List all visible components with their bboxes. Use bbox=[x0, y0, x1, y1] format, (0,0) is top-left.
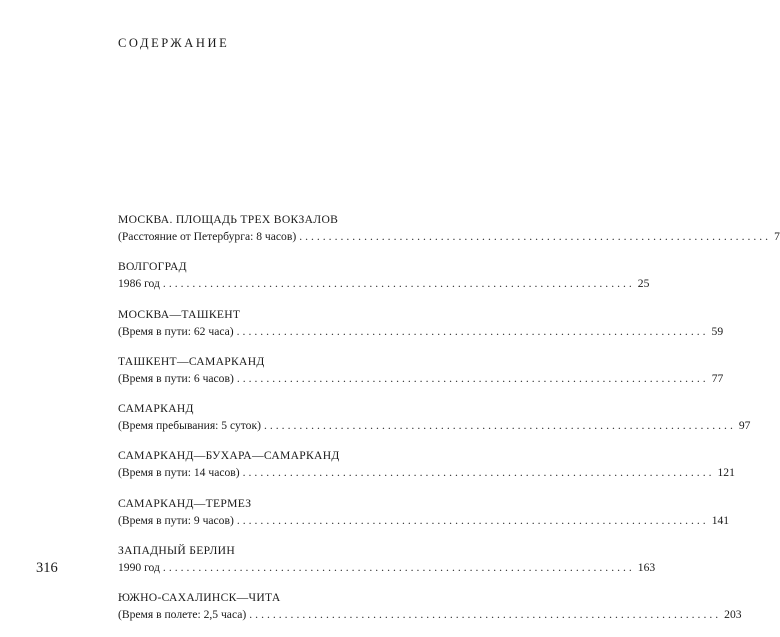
toc-entry-line bbox=[118, 417, 751, 434]
toc-entry-title: САМАРКАНД bbox=[118, 402, 194, 416]
toc-entry bbox=[118, 353, 724, 387]
toc-entry-title: МОСКВА—ТАШКЕНТ bbox=[118, 307, 241, 321]
dot-leader: ................................................................................ bbox=[162, 277, 635, 291]
toc-entry-title: ВОЛГОГРАД bbox=[118, 260, 187, 274]
dot-leader: ................................................................................ bbox=[236, 371, 709, 385]
toc-entry-title: МОСКВА. ПЛОЩАДЬ ТРЕХ ВОКЗАЛОВ bbox=[118, 213, 339, 226]
toc-entry-subtitle: (Время в пути: 6 часов) bbox=[118, 371, 234, 385]
toc-entry-line bbox=[118, 464, 735, 481]
toc-entry-line bbox=[118, 275, 650, 292]
toc-entry-line bbox=[118, 512, 730, 529]
toc-entry-subtitle: (Время в полете: 2,5 часа) bbox=[118, 608, 247, 622]
dot-leader: ................................................................................ bbox=[236, 324, 709, 338]
toc-entry-line bbox=[118, 323, 724, 340]
dot-leader: ................................................................................ bbox=[242, 466, 715, 480]
dot-leader: ................................................................................ bbox=[236, 513, 709, 527]
page-title: СОДЕРЖАНИЕ bbox=[118, 36, 230, 50]
toc-entry-page-number: 163 bbox=[637, 561, 656, 575]
toc-entry-page-number: 7 bbox=[774, 230, 780, 243]
toc-entry bbox=[118, 495, 730, 529]
toc-entry-page-number: 121 bbox=[717, 466, 735, 480]
toc-entry-page-number: 25 bbox=[637, 277, 650, 291]
toc-entry-subtitle: 1990 год bbox=[118, 561, 160, 575]
toc-entry-subtitle: (Расстояние от Петербурга: 8 часов) bbox=[118, 230, 297, 243]
toc-entry-page-number: 203 bbox=[724, 608, 742, 622]
toc-entry-title: ЗАПАДНЫЙ БЕРЛИН bbox=[118, 544, 236, 558]
toc-entry-title: САМАРКАНД—ТЕРМЕЗ bbox=[118, 496, 252, 510]
page-number: 316 bbox=[36, 560, 58, 576]
dot-leader: ................................................................................ bbox=[299, 230, 772, 243]
dot-leader: ................................................................................ bbox=[162, 561, 635, 575]
toc-entry-subtitle: (Время в пути: 62 часа) bbox=[118, 324, 234, 338]
toc-entry-line bbox=[118, 228, 780, 245]
toc-entry-line bbox=[118, 606, 742, 623]
toc-entry-title: САМАРКАНД—БУХАРА—САМАРКАНД bbox=[118, 449, 340, 463]
toc-entry bbox=[118, 258, 650, 292]
toc-entry bbox=[118, 542, 656, 576]
toc-entry-page-number: 141 bbox=[711, 513, 730, 527]
table-of-contents bbox=[118, 211, 780, 637]
toc-entry-page-number: 77 bbox=[711, 371, 724, 385]
dot-leader: ................................................................................ bbox=[263, 419, 736, 433]
toc-entry-title: ЮЖНО-САХАЛИНСК—ЧИТА bbox=[118, 591, 281, 605]
toc-entry bbox=[118, 400, 751, 434]
toc-entry-title: ТАШКЕНТ—САМАРКАНД bbox=[118, 354, 265, 368]
toc-entry bbox=[118, 589, 742, 623]
toc-entry bbox=[118, 447, 735, 481]
toc-entry-subtitle: (Время в пути: 9 часов) bbox=[118, 513, 234, 527]
toc-entry-line bbox=[118, 559, 656, 576]
toc-entry-subtitle: 1986 год bbox=[118, 277, 160, 291]
toc-entry-line bbox=[118, 370, 724, 387]
toc-entry bbox=[118, 211, 780, 245]
toc-entry-page-number: 97 bbox=[738, 419, 751, 433]
toc-entry-subtitle: (Время в пути: 14 часов) bbox=[118, 466, 240, 480]
toc-entry-subtitle: (Время пребывания: 5 суток) bbox=[118, 419, 261, 433]
dot-leader: ................................................................................ bbox=[249, 608, 722, 622]
toc-entry-page-number: 59 bbox=[711, 324, 724, 338]
toc-entry bbox=[118, 306, 724, 340]
